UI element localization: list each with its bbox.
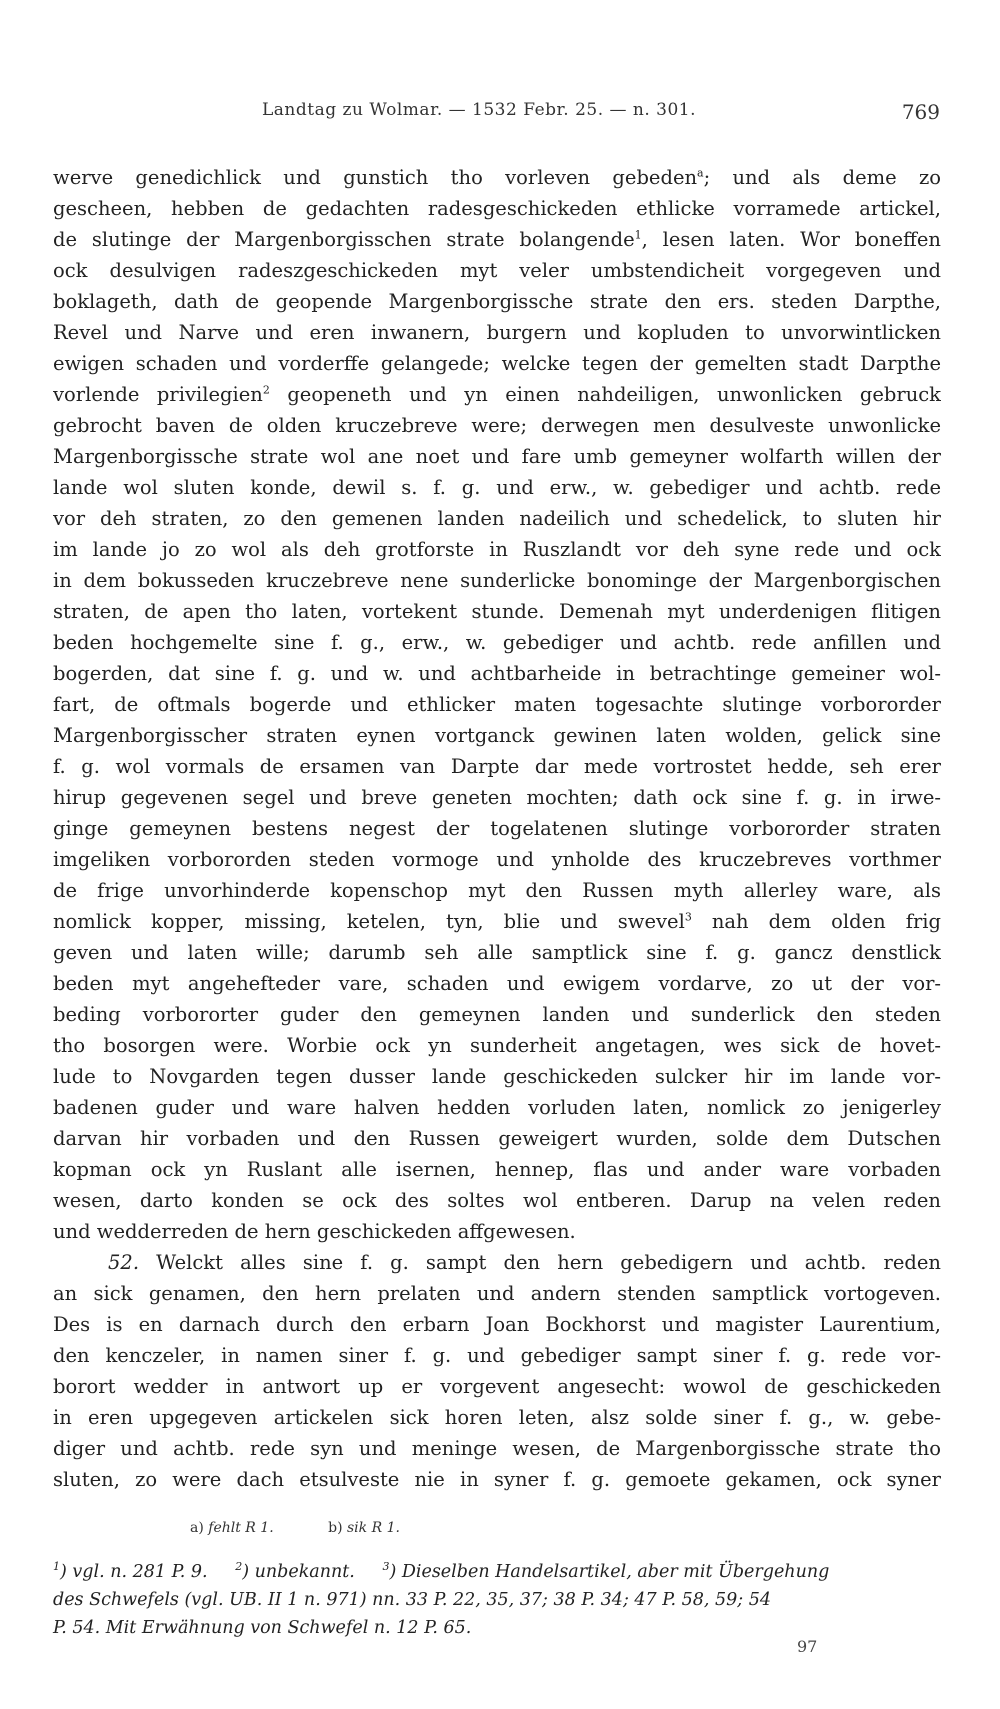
text-line: borort wedder in antwort up er vorgevent angesecht: wowol de geschickeden	[53, 1375, 941, 1398]
text-line: beding vorbororter guder den gemeynen landen und sunderlick den steden	[53, 1003, 941, 1026]
text-line: Margenborgisscher straten eynen vortganck gewinen laten wolden, gelick sine	[53, 724, 941, 747]
text-line: Revel und Narve und eren inwanern, burgern und kopluden to unvorwintlicken	[53, 321, 941, 344]
footnote-line: des Schwefels (vgl. UB. II 1 n. 971) nn. 33 P. 22, 35, 37; 38 P. 34; 47 P. 58, 59; 54	[53, 1590, 771, 1610]
text-line: straten, de apen tho laten, vortekent stunde. Demenah myt underdenigen flitigen	[53, 600, 941, 623]
text-line: gebrocht baven de olden kruczebreve were; derwegen men desulveste unwonlicke	[53, 414, 941, 437]
text-line: de slutinge der Margenborgisschen strate bolangende$^1$, lesen laten. Wor boneffen	[53, 228, 941, 251]
text-line: vorlende privilegien$^2$ geopeneth und yn einen nahdeiligen, unwonlicken gebruck	[53, 383, 941, 406]
text-line: Des is en darnach durch den erbarn Joan Bockhorst und magister Laurentium,	[53, 1313, 941, 1336]
text-line: in eren upgegeven artickelen sick horen leten, alsz solde siner f. g., w. gebe-	[53, 1406, 941, 1429]
main-text	[53, 162, 941, 1495]
text-line: imgeliken vorbororden steden vormoge und ynholde des kruczebreves vorthmer	[53, 848, 941, 871]
apparatus-note-b: b) sik R 1.	[328, 1520, 400, 1536]
text-line: werve genedichlick und gunstich tho vorleven gebeden$^a$; und als deme zo	[53, 166, 941, 189]
text-line: hirup gegevenen segel und breve geneten mochten; dath ock sine f. g. in irwe-	[53, 786, 941, 809]
text-line: beden hochgemelte sine f. g., erw., w. gebediger und achtb. rede anfillen und	[53, 631, 941, 654]
text-line: tho bosorgen were. Worbie ock yn sunderheit angetagen, wes sick de hovet-	[53, 1034, 941, 1057]
text-line: lude to Novgarden tegen dusser lande geschickeden sulcker hir im lande vor-	[53, 1065, 941, 1088]
text-line: bogerden, dat sine f. g. und w. und achtbarheide in betrachtinge gemeiner wol-	[53, 662, 941, 685]
text-line: Margenborgissche strate wol ane noet und fare umb gemeyner wolfarth willen der	[53, 445, 941, 468]
critical-apparatus	[190, 1520, 450, 1536]
text-line: de frige unvorhinderde kopenschop myt den Russen myth allerley ware, als	[53, 879, 941, 902]
text-line: darvan hir vorbaden und den Russen geweigert wurden, solde dem Dutschen	[53, 1127, 941, 1150]
text-line: beden myt angehefteder vare, schaden und ewigem vordarve, zo ut der vor-	[53, 972, 941, 995]
text-line: 52. Welckt alles sine f. g. sampt den hern gebedigern und achtb. reden	[108, 1251, 941, 1274]
text-line: und wedderreden de hern geschickeden affgewesen.	[53, 1220, 576, 1243]
text-line: ock desulvigen radeszgeschickeden myt veler umbstendicheit vorgegeven und	[53, 259, 941, 282]
text-line: kopman ock yn Ruslant alle isernen, hennep, flas und ander ware vorbaden	[53, 1158, 941, 1181]
footnote-line	[53, 1558, 941, 1586]
text-line: boklageth, dath de geopende Margenborgissche strate den ers. steden Darpthe,	[53, 290, 941, 313]
footnote-2: $^2$) unbekannt.	[235, 1560, 355, 1582]
text-line: fart, de oftmals bogerde und ethlicker maten togesachte slutinge vorbororder	[53, 693, 941, 716]
text-line: ginge gemeynen bestens negest der togelatenen slutinge vorbororder straten	[53, 817, 941, 840]
running-head: Landtag zu Wolmar. — 1532 Febr. 25. — n. 301.	[262, 100, 697, 120]
text-line: nomlick kopper, missing, ketelen, tyn, blie und swevel$^3$ nah dem olden frig	[53, 910, 941, 933]
footnote-line: P. 54. Mit Erwähnung von Schwefel n. 12 P. 65.	[53, 1618, 472, 1638]
text-line: im lande jo zo wol als deh grotforste in Ruszlandt vor deh syne rede und ock	[53, 538, 941, 561]
text-line: f. g. wol vormals de ersamen van Darpte dar mede vortrostet hedde, seh erer	[53, 755, 941, 778]
text-line: den kenczeler, in namen siner f. g. und gebediger sampt siner f. g. rede vor-	[53, 1344, 941, 1367]
text-line: lande wol sluten konde, dewil s. f. g. und erw., w. gebediger und achtb. rede	[53, 476, 941, 499]
text-line: badenen guder und ware halven hedden vorluden laten, nomlick zo jenigerley	[53, 1096, 941, 1119]
text-line: ewigen schaden und vorderffe gelangede; welcke tegen der gemelten stadt Darpthe	[53, 352, 941, 375]
footnote-3: $^3$) Dieselben Handelsartikel, aber mit Übergehung	[382, 1560, 830, 1582]
text-line: vor deh straten, zo den gemenen landen nadeilich und schedelick, to sluten hir	[53, 507, 941, 530]
text-line: gescheen, hebben de gedachten radesgeschickeden ethlicke vorramede artickel,	[53, 197, 941, 220]
text-line: in dem bokusseden kruczebreve nene sunderlicke bonominge der Margenborgischen	[53, 569, 941, 592]
apparatus-note-a: a) fehlt R 1.	[190, 1520, 274, 1536]
signature-mark: 97	[797, 1637, 818, 1656]
text-line: geven und laten wille; darumb seh alle samptlick sine f. g. gancz denstlick	[53, 941, 941, 964]
paragraph-number: 52.	[108, 1251, 140, 1274]
text-line: sluten, zo were dach etsulveste nie in syner f. g. gemoete gekamen, ock syner	[53, 1468, 941, 1491]
text-line: diger und achtb. rede syn und meninge wesen, de Margenborgissche strate tho	[53, 1437, 941, 1460]
page-number: 769	[901, 100, 940, 124]
text-line: an sick genamen, den hern prelaten und andern stenden samptlick vortogeven.	[53, 1282, 941, 1305]
text-line: wesen, darto konden se ock des soltes wol entberen. Darup na velen reden	[53, 1189, 941, 1212]
footnote-1: $^1$) vgl. n. 281 P. 9.	[53, 1560, 208, 1582]
footnotes	[53, 1558, 941, 1642]
